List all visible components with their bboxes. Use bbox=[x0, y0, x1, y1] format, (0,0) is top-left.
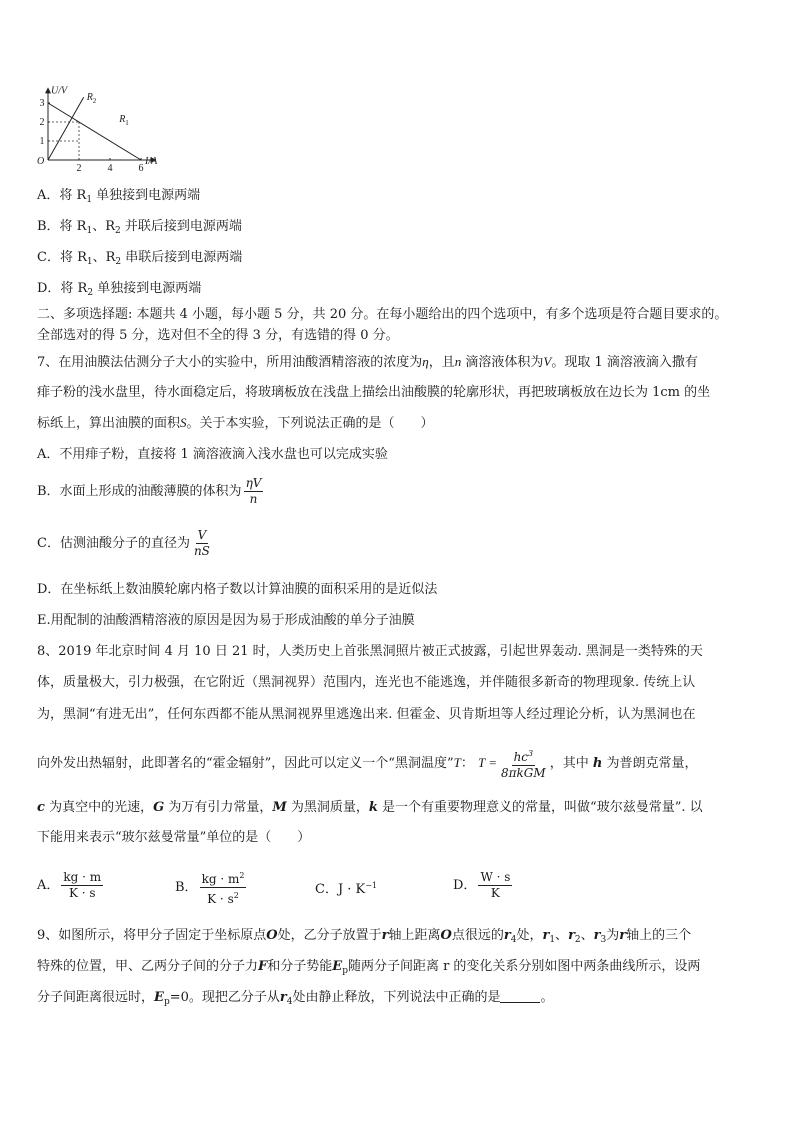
q9-line1 bbox=[37, 927, 691, 949]
q8-a-num: kg · m bbox=[63, 870, 102, 884]
q8-a-den: K · s bbox=[68, 886, 96, 900]
option-b-sub2: 2 bbox=[115, 226, 121, 236]
q8-option-c[interactable] bbox=[315, 877, 377, 899]
q8-a-label: A． bbox=[37, 878, 60, 893]
q8-h: h bbox=[592, 756, 603, 771]
section2-line1: 二、多项选择题: 本题共 4 小题，每小题 5 分，共 20 分。在每小题给出的四个选项中，有多个选项是符合题目要求的。 bbox=[37, 307, 728, 322]
q8-G: G bbox=[153, 800, 165, 815]
q8-l4d: 为普朗克常量， bbox=[606, 756, 698, 771]
option-b-mid: 、R bbox=[92, 219, 116, 234]
q8-l5d: 是一个有重要物理意义的常量，叫做“玻尔兹曼常量”. 以 bbox=[382, 800, 703, 815]
y-axis-label: U/V bbox=[51, 85, 68, 97]
option-c-mid: 、R bbox=[92, 250, 116, 265]
q7-option-c[interactable] bbox=[37, 526, 214, 562]
q9-r4-sub: 4 bbox=[510, 935, 517, 945]
q6-option-c[interactable] bbox=[37, 249, 242, 271]
option-d-tail: 单独接到电源两端 bbox=[93, 281, 202, 296]
x-tick-label-6: 6 bbox=[138, 163, 144, 174]
q9-O: O bbox=[266, 928, 278, 943]
q9-l1d: 点很远的 bbox=[451, 928, 504, 943]
y-tick-label-3: 3 bbox=[39, 98, 45, 109]
q8-formula-lhs: T = bbox=[477, 755, 498, 770]
q9-Ep2: E bbox=[154, 990, 164, 1005]
q9-r3-sub: 3 bbox=[600, 935, 607, 945]
q9-Ep2-sub: p bbox=[163, 997, 170, 1007]
q9-sep1: 、 bbox=[555, 928, 569, 943]
ui-graph bbox=[36, 80, 176, 175]
q9-r1-sub: 1 bbox=[549, 935, 556, 945]
q7-b-text: B．水面上形成的油酸薄膜的体积为 bbox=[37, 484, 242, 499]
q8-d-label: D． bbox=[453, 878, 477, 893]
q8-option-d[interactable] bbox=[453, 868, 514, 904]
q9-r2-sub: 2 bbox=[574, 935, 581, 945]
option-c-tail: 串联后接到电源两端 bbox=[121, 250, 243, 265]
q8-c-sup: −1 bbox=[365, 881, 378, 890]
q7-line3 bbox=[37, 414, 434, 433]
q9-l1c: 轴上距离 bbox=[388, 928, 441, 943]
q9-r1: r bbox=[542, 928, 550, 943]
q9-line3 bbox=[37, 989, 554, 1011]
q8-c: c bbox=[37, 800, 45, 815]
q9-l1e: 处， bbox=[516, 928, 543, 943]
q8-formula-num bbox=[512, 746, 536, 766]
option-c-sub1: 1 bbox=[86, 257, 93, 267]
q8-d-den: K bbox=[490, 886, 500, 900]
series-r1-line bbox=[48, 103, 141, 160]
q8-option-b[interactable] bbox=[175, 868, 248, 907]
q8-l5b: 为万有引力常量， bbox=[168, 800, 273, 815]
q7-b-fraction bbox=[244, 476, 264, 507]
x-tick-label-2: 2 bbox=[76, 163, 82, 174]
q8-b-num-sup: 2 bbox=[239, 871, 245, 880]
q8-l5c: 为黑洞质量， bbox=[290, 800, 369, 815]
q9-r: r bbox=[381, 928, 389, 943]
q9-l3a: 分子间距离很远时， bbox=[37, 990, 155, 1005]
q8-l5a: 为真空中的光速， bbox=[49, 800, 154, 815]
q8-l4c: ，其中 bbox=[549, 756, 589, 771]
q8-formula-den: 8πkGM bbox=[501, 766, 546, 780]
q9-F: F bbox=[258, 959, 268, 974]
q6-option-b[interactable] bbox=[37, 218, 242, 240]
q9-l1a: 9、如图所示，将甲分子固定于坐标原点 bbox=[37, 928, 267, 943]
q9-r4b: r bbox=[279, 990, 287, 1005]
q7-n: n bbox=[454, 354, 462, 369]
q8-line5 bbox=[37, 799, 703, 817]
q9-r2: r bbox=[568, 928, 575, 943]
q8-d-num: W · s bbox=[480, 870, 511, 884]
series-r1-label: R bbox=[119, 114, 126, 125]
q9-l1f: 为 bbox=[606, 928, 620, 943]
q9-l3c: 处由静止释放，下列说法中正确的是 bbox=[292, 990, 501, 1005]
q8-b-fraction bbox=[200, 868, 247, 907]
option-d-sub: 2 bbox=[87, 288, 94, 298]
option-c-sub2: 2 bbox=[115, 257, 122, 267]
q7-option-b[interactable] bbox=[37, 474, 265, 510]
q7-V: V bbox=[543, 354, 552, 369]
q8-line4 bbox=[37, 745, 697, 782]
q8-line6: 下能用来表示“玻尔兹曼常量”单位的是（ ） bbox=[37, 830, 311, 845]
q8-d-fraction bbox=[478, 870, 512, 901]
q8-a-fraction bbox=[61, 870, 103, 901]
q8-b-den bbox=[205, 888, 241, 907]
q7-b-den: n bbox=[249, 492, 258, 506]
origin-label: O bbox=[37, 156, 45, 167]
q9-Ep: E bbox=[332, 959, 343, 974]
series-r2-label: R bbox=[86, 92, 93, 104]
q9-l2b: 和分子势能 bbox=[267, 959, 333, 974]
q8-l4a: 向外发出热辐射，此即著名的“霍金辐射”，因此可以定义一个“黑洞温度” bbox=[37, 756, 454, 771]
q7-l3a: 标纸上，算出油膜的面积 bbox=[37, 416, 181, 431]
q9-O2: O bbox=[440, 928, 452, 943]
q8-T: T bbox=[453, 755, 461, 770]
q7-line2: 痱子粉的浅水盘里，待水面稳定后，将玻璃板放在浅盘上描绘出油酸膜的轮廓形状，再把玻璃板放在边长为 1cm 的坐 bbox=[37, 385, 711, 400]
series-r1-label-sub: 1 bbox=[125, 119, 129, 127]
option-a-text: A．将 R bbox=[37, 188, 87, 203]
q7-c-den: nS bbox=[193, 544, 210, 558]
option-d-text: D．将 R bbox=[37, 281, 88, 296]
x-tick-label-4: 4 bbox=[107, 163, 113, 174]
q8-formula-num-sup: 3 bbox=[528, 749, 534, 758]
q8-formula-fraction bbox=[499, 746, 548, 781]
q9-r4: r bbox=[503, 928, 511, 943]
q9-l2c: 随两分子间距离 r 的变化关系分别如图中两条曲线所示，设两 bbox=[347, 959, 701, 974]
q9-r-axis: r bbox=[619, 928, 627, 943]
q8-line1: 8、2019 年北京时间 4 月 10 日 21 时，人类历史上首张黑洞照片被正式披露，引起世界轰动. 黑洞是一类特殊的天 bbox=[37, 644, 703, 659]
q9-l3b: =0。现把乙分子从 bbox=[169, 990, 280, 1005]
q8-b-den-sup: 2 bbox=[233, 891, 239, 900]
q7-l1d: 。现取 1 滴溶液滴入撒有 bbox=[551, 355, 698, 370]
option-a-tail: 单独接到电源两端 bbox=[92, 188, 201, 203]
q7-c-num: V bbox=[197, 528, 207, 542]
q8-M: M bbox=[272, 800, 287, 815]
q7-option-a[interactable]: A．不用痱子粉，直接将 1 滴溶液滴入浅水盘也可以完成实验 bbox=[37, 447, 388, 462]
q8-b-label: B． bbox=[175, 880, 198, 895]
y-tick-label-2: 2 bbox=[39, 117, 45, 128]
q7-c-text: C．估测油酸分子的直径为 bbox=[37, 536, 190, 551]
q7-S: S bbox=[180, 415, 187, 430]
q8-k: k bbox=[368, 800, 378, 815]
q7-option-d[interactable]: D．在坐标纸上数油膜轮廓内格子数以计算油膜的面积采用的是近似法 bbox=[37, 582, 438, 597]
option-b-tail: 并联后接到电源两端 bbox=[120, 219, 242, 234]
q7-line1 bbox=[37, 353, 698, 372]
series-r2-label-sub: 2 bbox=[92, 97, 97, 106]
section2-line2: 全部选对的得 5 分，选对但不全的得 3 分，有选错的得 0 分。 bbox=[37, 328, 399, 343]
q9-sep2: 、 bbox=[580, 928, 594, 943]
q8-c-label: C．J · K bbox=[315, 882, 366, 897]
q7-l1b: ，且 bbox=[428, 355, 455, 370]
y-tick-label-1: 1 bbox=[39, 136, 45, 147]
q7-c-fraction bbox=[192, 528, 212, 559]
q8-b-num bbox=[200, 868, 247, 888]
q7-l1c: 滴溶液体积为 bbox=[461, 355, 544, 370]
q8-line3: 为，黑洞“有进无出”，任何东西都不能从黑洞视界里逃逸出来. 但霍金、贝肯斯坦等人经过理论分析，认为黑洞也在 bbox=[37, 707, 696, 722]
q9-l3d: 。 bbox=[540, 990, 554, 1005]
q6-option-a[interactable] bbox=[37, 187, 200, 209]
q9-r3: r bbox=[593, 928, 601, 943]
q9-l1b: 处，乙分子放置于 bbox=[277, 928, 382, 943]
q9-Ep-sub: p bbox=[342, 966, 348, 976]
option-c-text: C．将 R bbox=[37, 250, 87, 265]
q7-l3b: 。关于本实验，下列说法正确的是（ ） bbox=[186, 416, 434, 431]
q7-l1a: 7、在用油膜法估测分子大小的实验中，所用油酸酒精溶液的浓度为 bbox=[37, 355, 423, 370]
q7-b-num: ηV bbox=[245, 476, 262, 490]
q9-l1g: 轴上的三个 bbox=[626, 928, 692, 943]
q7-option-e[interactable]: E.用配制的油酸酒精溶液的原因是因为易于形成油酸的单分子油膜 bbox=[37, 613, 415, 628]
option-b-sub1: 1 bbox=[86, 226, 93, 236]
q8-line2: 体，质量极大，引力极强，在它附近（黑洞视界）范围内，连光也不能逃逸，并伴随很多新奇的物理现象. 传统上认 bbox=[37, 675, 696, 690]
q8-l4b: ： bbox=[460, 756, 474, 771]
q9-answer-blank[interactable] bbox=[500, 990, 540, 1003]
q8-option-a[interactable] bbox=[37, 868, 105, 904]
q8-b-num-text: kg · m bbox=[201, 872, 240, 886]
q9-line2 bbox=[37, 958, 700, 980]
q9-l2a: 特殊的位置，甲、乙两分子间的分子力 bbox=[37, 959, 259, 974]
option-a-sub: 1 bbox=[86, 195, 93, 205]
option-b-text: B．将 R bbox=[37, 219, 87, 234]
q8-formula-num-text: hc bbox=[513, 750, 529, 764]
q7-eta: η bbox=[422, 354, 429, 369]
q8-b-den-text: K · s bbox=[207, 892, 234, 906]
q9-r4b-sub: 4 bbox=[286, 997, 293, 1007]
q6-option-d[interactable] bbox=[37, 280, 201, 302]
x-axis-label: I/A bbox=[145, 156, 158, 167]
